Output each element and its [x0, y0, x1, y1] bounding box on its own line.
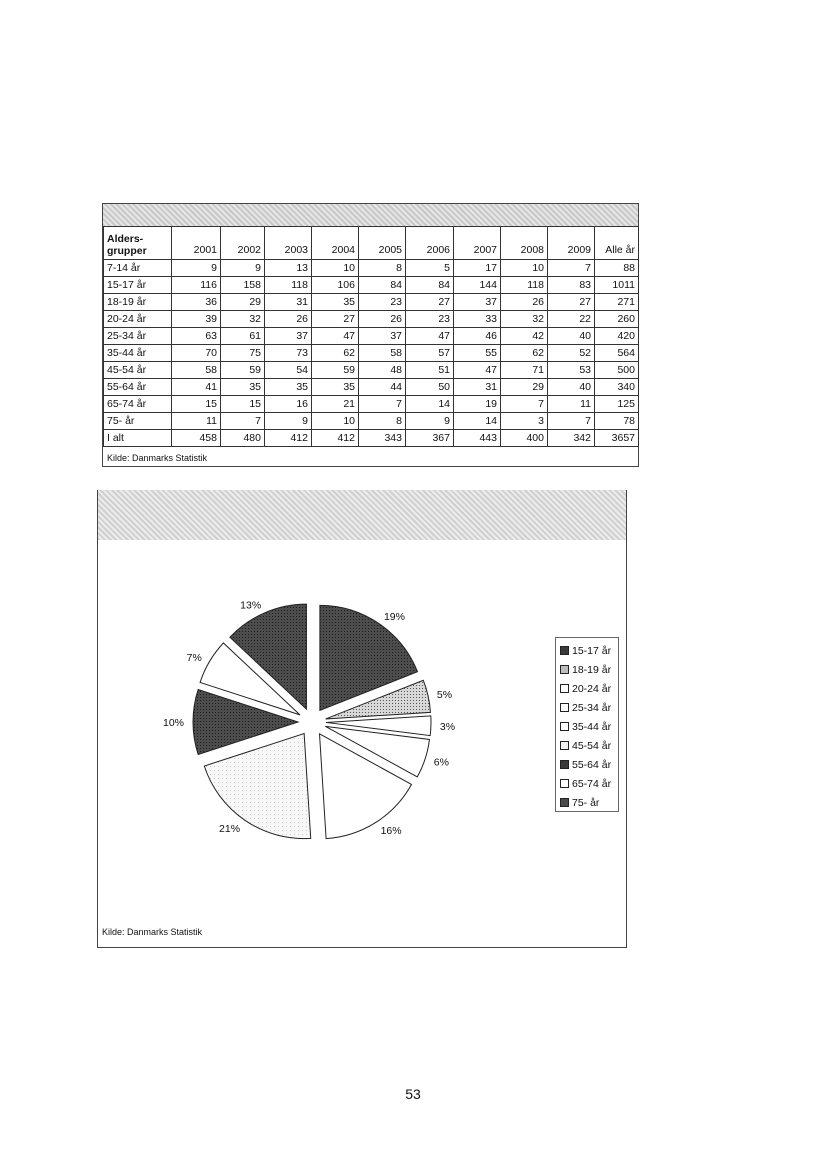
table-cell: 8: [359, 413, 406, 430]
column-header-age-line1: Alders-: [107, 233, 144, 245]
table-cell: 7: [221, 413, 265, 430]
column-header: 2003: [265, 227, 312, 260]
table-cell: 343: [359, 430, 406, 447]
table-cell: 106: [312, 277, 359, 294]
table-cell: 32: [501, 311, 548, 328]
legend-swatch: [560, 722, 569, 731]
table-cell: 29: [501, 379, 548, 396]
table-cell: 50: [406, 379, 454, 396]
age-group-table-box: [102, 203, 639, 467]
table-cell: 564: [595, 345, 639, 362]
table-cell: 44: [359, 379, 406, 396]
legend-item: [560, 717, 618, 736]
table-cell: 75: [221, 345, 265, 362]
row-label: 35-44 år: [104, 345, 172, 362]
legend-swatch: [560, 741, 569, 750]
legend-label: 45-54 år: [572, 739, 612, 752]
pie-slice-label: 16%: [380, 825, 402, 838]
table-cell: 11: [172, 413, 221, 430]
table-cell: 46: [454, 328, 501, 345]
row-label: 25-34 år: [104, 328, 172, 345]
table-cell: 29: [221, 294, 265, 311]
table-row: [104, 311, 639, 328]
table-cell: 52: [548, 345, 595, 362]
table-cell: 14: [454, 413, 501, 430]
table-cell: 88: [595, 260, 639, 277]
table-cell: 71: [501, 362, 548, 379]
table-row: [104, 260, 639, 277]
table-cell: 9: [221, 260, 265, 277]
table-cell: 70: [172, 345, 221, 362]
table-header-row: [104, 227, 639, 260]
table-cell: 40: [548, 328, 595, 345]
row-label: 55-64 år: [104, 379, 172, 396]
table-cell: 9: [172, 260, 221, 277]
table-cell: 260: [595, 311, 639, 328]
table-cell: 118: [265, 277, 312, 294]
table-cell: 5: [406, 260, 454, 277]
legend-label: 15-17 år: [572, 644, 612, 657]
column-header: 2005: [359, 227, 406, 260]
column-header: 2007: [454, 227, 501, 260]
table-cell: 35: [221, 379, 265, 396]
table-cell: 11: [548, 396, 595, 413]
table-row: [104, 294, 639, 311]
pie-slice-label: 7%: [186, 651, 202, 664]
table-cell: 458: [172, 430, 221, 447]
table-cell: 500: [595, 362, 639, 379]
table-cell: 21: [312, 396, 359, 413]
table-cell: 340: [595, 379, 639, 396]
table-cell: 47: [406, 328, 454, 345]
table-cell: 55: [454, 345, 501, 362]
column-header: 2002: [221, 227, 265, 260]
table-cell: 63: [172, 328, 221, 345]
pie-slice-label: 5%: [436, 689, 453, 702]
table-cell: 9: [406, 413, 454, 430]
table-cell: 39: [172, 311, 221, 328]
table-cell: 53: [548, 362, 595, 379]
pie-slice-label: 6%: [433, 756, 449, 769]
table-cell: 26: [501, 294, 548, 311]
table-cell: 42: [501, 328, 548, 345]
page-number: 53: [405, 1086, 421, 1102]
table-cell: 9: [265, 413, 312, 430]
table-caption-band: [103, 204, 638, 227]
table-row: [104, 277, 639, 294]
table-cell: 31: [454, 379, 501, 396]
table-cell: 84: [406, 277, 454, 294]
table-cell: 62: [501, 345, 548, 362]
legend-item: [560, 774, 618, 793]
table-cell: 83: [548, 277, 595, 294]
table-cell: 27: [406, 294, 454, 311]
table-cell: 26: [265, 311, 312, 328]
table-cell: 14: [406, 396, 454, 413]
table-cell: 144: [454, 277, 501, 294]
table-row: [104, 430, 639, 447]
table-cell: 84: [359, 277, 406, 294]
table-cell: 1011: [595, 277, 639, 294]
table-cell: 31: [265, 294, 312, 311]
table-cell: 125: [595, 396, 639, 413]
table-cell: 35: [312, 379, 359, 396]
legend-label: 75- år: [572, 796, 600, 809]
table-cell: 37: [454, 294, 501, 311]
table-cell: 15: [221, 396, 265, 413]
table-cell: 420: [595, 328, 639, 345]
table-cell: 116: [172, 277, 221, 294]
row-label: 75- år: [104, 413, 172, 430]
legend-item: [560, 660, 618, 679]
legend-label: 18-19 år: [572, 663, 612, 676]
table-cell: 15: [172, 396, 221, 413]
table-row: [104, 362, 639, 379]
table-cell: 16: [265, 396, 312, 413]
row-label: I alt: [104, 430, 172, 447]
table-cell: 7: [501, 396, 548, 413]
table-cell: 51: [406, 362, 454, 379]
legend-swatch: [560, 646, 569, 655]
pie-slice-label: 21%: [219, 822, 241, 835]
table-cell: 342: [548, 430, 595, 447]
legend-label: 20-24 år: [572, 682, 612, 695]
legend-item: [560, 698, 618, 717]
table-cell: 37: [359, 328, 406, 345]
column-header: 2008: [501, 227, 548, 260]
table-cell: 40: [548, 379, 595, 396]
table-row: [104, 413, 639, 430]
table-cell: 59: [221, 362, 265, 379]
table-cell: 3657: [595, 430, 639, 447]
table-cell: 35: [265, 379, 312, 396]
table-cell: 158: [221, 277, 265, 294]
pie-legend: [555, 637, 619, 812]
legend-item: [560, 755, 618, 774]
table-row: [104, 396, 639, 413]
table-cell: 62: [312, 345, 359, 362]
column-header: Alle år: [595, 227, 639, 260]
table-cell: 27: [312, 311, 359, 328]
table-cell: 7: [548, 260, 595, 277]
table-cell: 118: [501, 277, 548, 294]
table-cell: 36: [172, 294, 221, 311]
row-label: 65-74 år: [104, 396, 172, 413]
table-cell: 7: [359, 396, 406, 413]
table-cell: 33: [454, 311, 501, 328]
age-group-table: [103, 226, 639, 447]
table-row: [104, 328, 639, 345]
legend-label: 55-64 år: [572, 758, 612, 771]
row-label: 20-24 år: [104, 311, 172, 328]
row-label: 18-19 år: [104, 294, 172, 311]
table-cell: 73: [265, 345, 312, 362]
legend-item: [560, 679, 618, 698]
table-cell: 23: [359, 294, 406, 311]
table-cell: 8: [359, 260, 406, 277]
table-row: [104, 345, 639, 362]
legend-swatch: [560, 779, 569, 788]
table-cell: 3: [501, 413, 548, 430]
legend-swatch: [560, 684, 569, 693]
table-cell: 13: [265, 260, 312, 277]
legend-item: [560, 793, 618, 812]
table-cell: 27: [548, 294, 595, 311]
pie-figure-box: [97, 490, 627, 948]
legend-swatch: [560, 665, 569, 674]
table-cell: 22: [548, 311, 595, 328]
table-cell: 37: [265, 328, 312, 345]
column-header-age-line2: grupper: [107, 245, 147, 257]
column-header: 2004: [312, 227, 359, 260]
table-cell: 54: [265, 362, 312, 379]
row-label: 7-14 år: [104, 260, 172, 277]
table-cell: 41: [172, 379, 221, 396]
pie-slice-label: 13%: [240, 599, 262, 612]
table-cell: 10: [312, 413, 359, 430]
table-cell: 271: [595, 294, 639, 311]
table-cell: 48: [359, 362, 406, 379]
legend-label: 25-34 år: [572, 701, 612, 714]
legend-swatch: [560, 703, 569, 712]
legend-swatch: [560, 798, 569, 807]
table-cell: 78: [595, 413, 639, 430]
row-label: 45-54 år: [104, 362, 172, 379]
row-label: 15-17 år: [104, 277, 172, 294]
column-header: 2001: [172, 227, 221, 260]
table-cell: 10: [312, 260, 359, 277]
table-cell: 59: [312, 362, 359, 379]
table-cell: 19: [454, 396, 501, 413]
table-cell: 26: [359, 311, 406, 328]
table-cell: 23: [406, 311, 454, 328]
table-cell: 32: [221, 311, 265, 328]
table-cell: 412: [312, 430, 359, 447]
pie-slice-label: 19%: [383, 611, 405, 624]
table-cell: 58: [359, 345, 406, 362]
table-row: [104, 379, 639, 396]
legend-label: 35-44 år: [572, 720, 612, 733]
table-source: Kilde: Danmarks Statistik: [107, 453, 208, 463]
column-header-age: [104, 227, 172, 260]
pie-slice-label: 3%: [439, 721, 456, 734]
table-cell: 400: [501, 430, 548, 447]
column-header: 2009: [548, 227, 595, 260]
legend-swatch: [560, 760, 569, 769]
table-body: [104, 260, 639, 447]
table-cell: 58: [172, 362, 221, 379]
legend-item: [560, 736, 618, 755]
table-cell: 17: [454, 260, 501, 277]
table-cell: 47: [312, 328, 359, 345]
pie-slice-label: 10%: [162, 717, 184, 729]
column-header: 2006: [406, 227, 454, 260]
legend-label: 65-74 år: [572, 777, 612, 790]
table-cell: 47: [454, 362, 501, 379]
table-cell: 35: [312, 294, 359, 311]
legend-item: [560, 641, 618, 660]
pie-chart: [98, 490, 626, 948]
table-cell: 480: [221, 430, 265, 447]
table-cell: 443: [454, 430, 501, 447]
table-cell: 7: [548, 413, 595, 430]
table-cell: 367: [406, 430, 454, 447]
table-cell: 10: [501, 260, 548, 277]
table-cell: 57: [406, 345, 454, 362]
table-cell: 412: [265, 430, 312, 447]
table-cell: 61: [221, 328, 265, 345]
figure-source: Kilde: Danmarks Statistik: [102, 927, 203, 937]
